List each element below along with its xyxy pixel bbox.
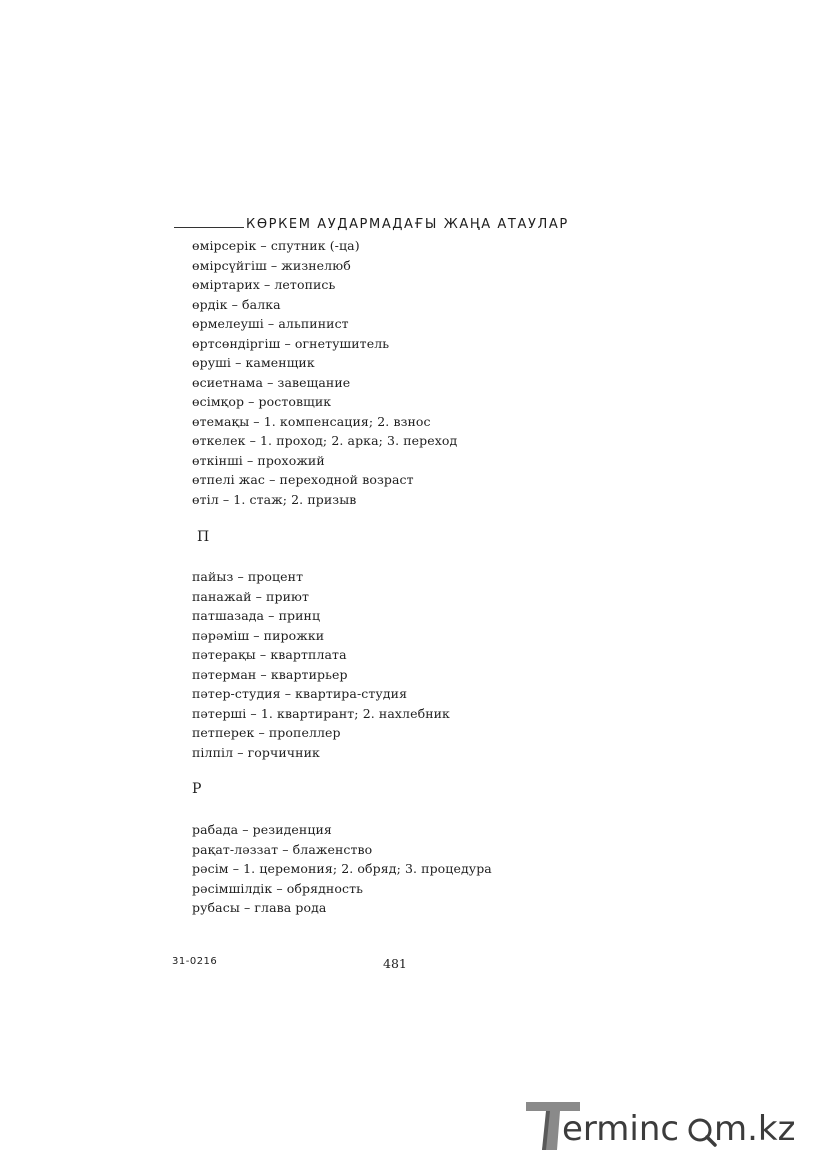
section-r bbox=[192, 820, 612, 918]
dictionary-entry: патшазада – принц bbox=[192, 608, 321, 623]
header-rule bbox=[174, 227, 244, 228]
dictionary-entry: пәрәміш – пирожки bbox=[192, 627, 325, 643]
dictionary-entry: өмірсерік – спутник (-ца) bbox=[192, 238, 360, 253]
section-letter-p: П bbox=[197, 529, 210, 545]
watermark-text-left: erminc bbox=[562, 1109, 680, 1149]
dictionary-entry: өтіл – 1. стаж; 2. призыв bbox=[192, 491, 357, 507]
dictionary-entry: өрмелеуші – альпинист bbox=[192, 316, 349, 331]
dictionary-entry: пәтер-студия – квартира-студия bbox=[192, 686, 408, 701]
dictionary-entry: өсімқор – ростовщик bbox=[192, 394, 332, 409]
section-letter-r: Р bbox=[192, 781, 202, 797]
dictionary-entry: өтемақы – 1. компенсация; 2. взнос bbox=[192, 413, 431, 429]
dictionary-entry: рәсімшілдік – обрядность bbox=[192, 880, 363, 896]
termincom-watermark[interactable] bbox=[526, 1094, 816, 1156]
dictionary-entry: өсиетнама – завещание bbox=[192, 374, 351, 390]
termincom-logo bbox=[526, 1094, 816, 1156]
section-p bbox=[192, 567, 612, 762]
dictionary-entry: пәтерман – квартирьер bbox=[192, 666, 348, 682]
dictionary-entry: панажай – приют bbox=[192, 588, 310, 604]
dictionary-entry: рәсім – 1. церемония; 2. обряд; 3. процедура bbox=[192, 861, 492, 876]
watermark-text-right: m.kz bbox=[714, 1109, 796, 1149]
dictionary-entry: өрдік – балка bbox=[192, 296, 281, 312]
dictionary-entry: өміртарих – летопись bbox=[192, 277, 336, 292]
dictionary-entry: пайыз – процент bbox=[192, 569, 304, 584]
page-number: 481 bbox=[383, 956, 407, 971]
dictionary-entry: өткінші – прохожий bbox=[192, 452, 325, 468]
dictionary-entry: пәтерші – 1. квартирант; 2. нахлебник bbox=[192, 705, 450, 721]
dictionary-entry: өруші – каменщик bbox=[192, 355, 315, 370]
section-o bbox=[192, 236, 612, 509]
dictionary-entry: рубасы – глава рода bbox=[192, 900, 327, 915]
dictionary-entry: өткелек – 1. проход; 2. арка; 3. переход bbox=[192, 433, 458, 448]
dictionary-entry: петперек – пропеллер bbox=[192, 725, 341, 740]
dictionary-entry: рақат-ләззат – блаженство bbox=[192, 841, 373, 857]
dictionary-entry: өртсөндіргіш – огнетушитель bbox=[192, 335, 390, 351]
print-code: 31-0216 bbox=[172, 956, 218, 967]
dictionary-entry: рабада – резиденция bbox=[192, 822, 332, 837]
dictionary-entry: өтпелі жас – переходной возраст bbox=[192, 472, 414, 487]
dictionary-entry: өмірсүйгіш – жизнелюб bbox=[192, 257, 351, 273]
header-title: КӨРКЕМ АУДАРМАДАҒЫ ЖАҢА АТАУЛАР bbox=[246, 217, 569, 232]
dictionary-entry: пәтерақы – квартплата bbox=[192, 647, 347, 662]
running-header bbox=[174, 212, 634, 234]
dictionary-entry: пілпіл – горчичник bbox=[192, 744, 320, 760]
